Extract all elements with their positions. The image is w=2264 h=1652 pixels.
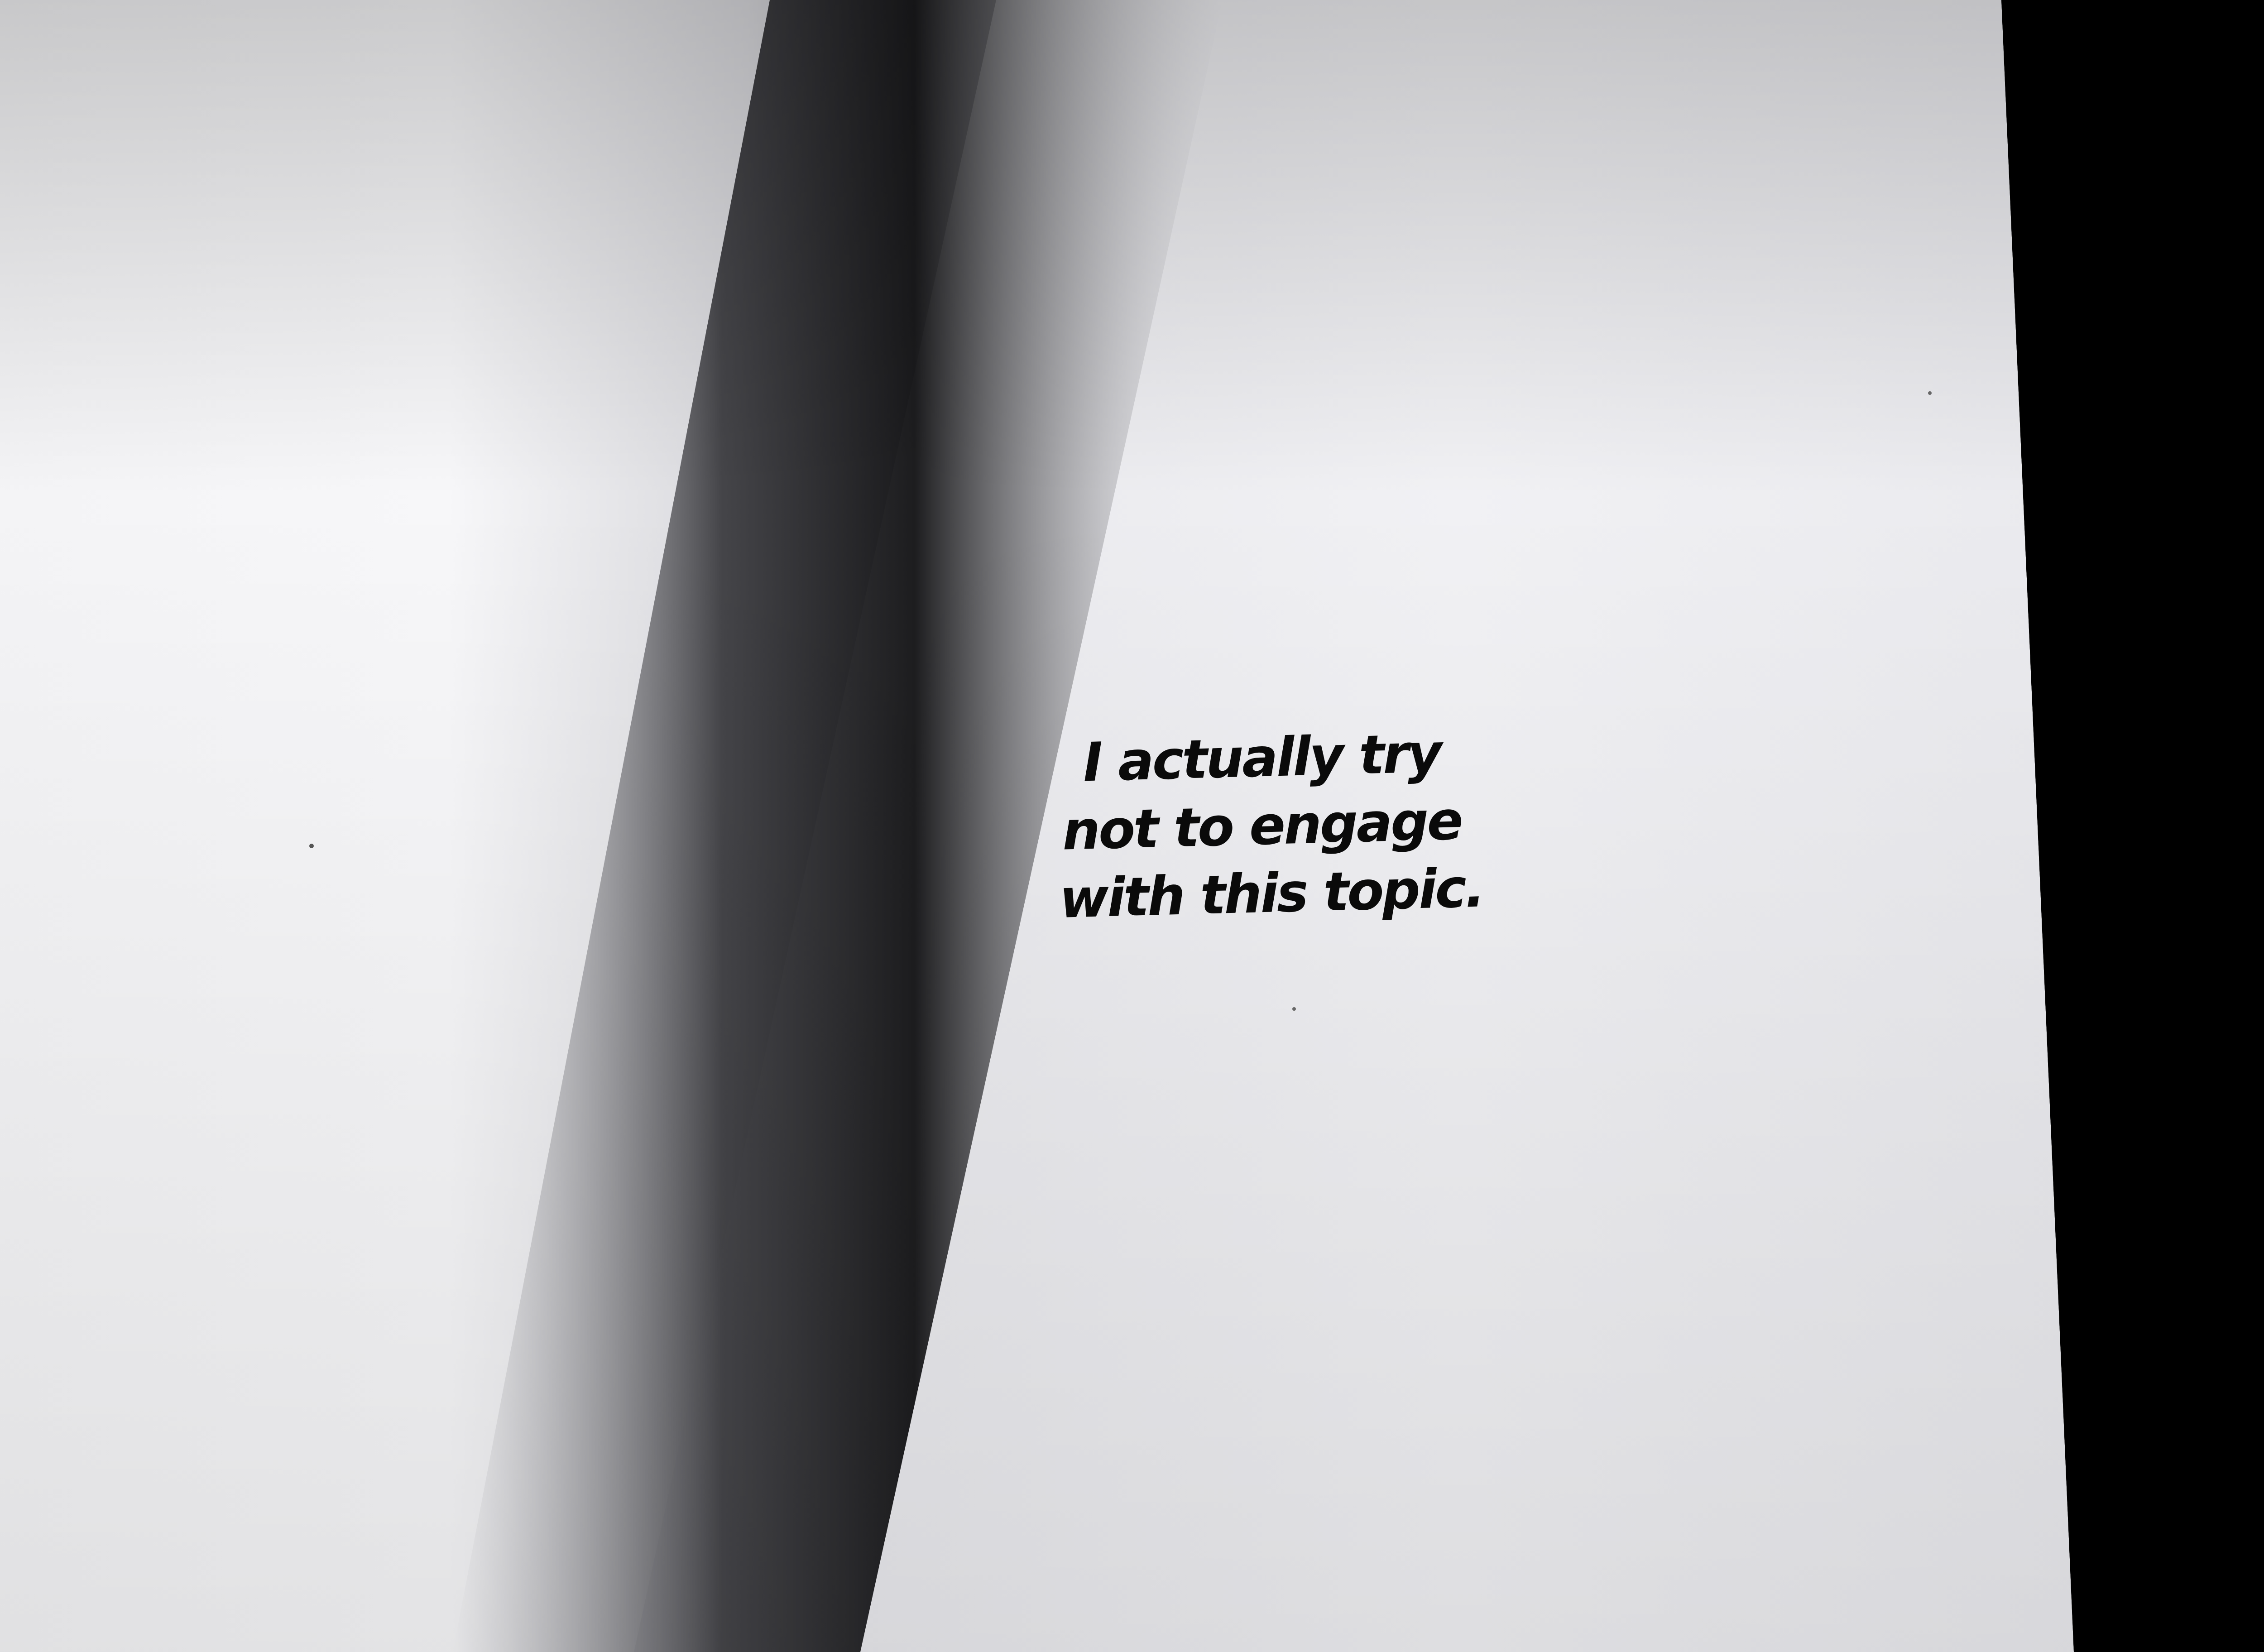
note-line-2: not to engage: [1061, 789, 1463, 862]
handwritten-note: [1055, 716, 1567, 933]
paper-speck: [1928, 391, 1932, 395]
paper-speck: [1292, 1007, 1296, 1011]
note-line-1: I actually try: [1082, 721, 1441, 794]
note-line-3: with this topic.: [1059, 856, 1484, 930]
paper-speck: [309, 844, 314, 848]
